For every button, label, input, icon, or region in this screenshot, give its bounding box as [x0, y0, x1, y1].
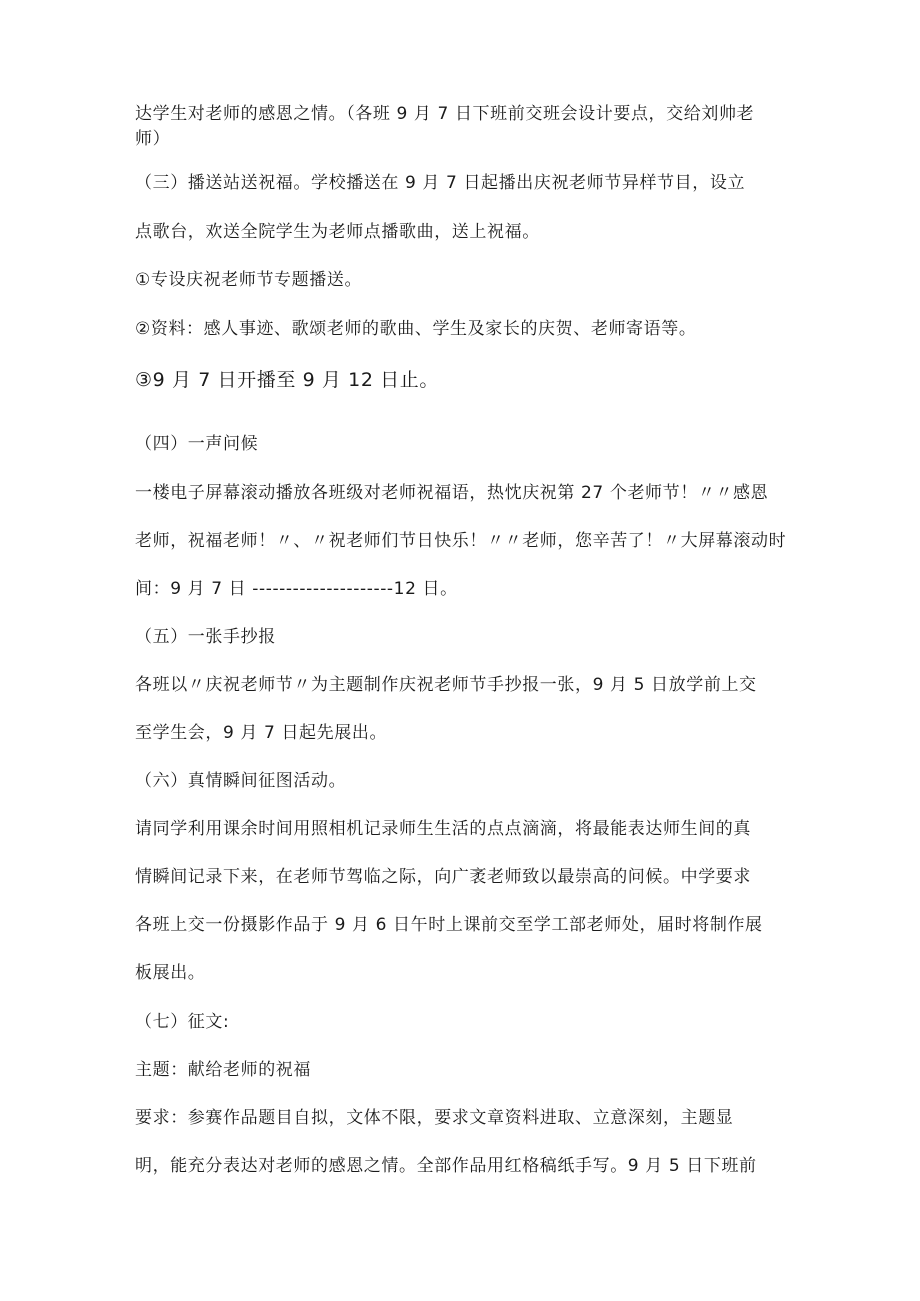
section-heading: （四）一声问候 [135, 434, 259, 454]
text-line: ②资料：感人事迹、歌颂老师的歌曲、学生及家长的庆贺、老师寄语等。 [135, 319, 697, 339]
section-heading: （五）一张手抄报 [135, 627, 276, 647]
text-line: 各班以〃庆祝老师节〃为主题制作庆祝老师节手抄报一张，9 月 5 日放学前上交 [135, 675, 757, 695]
text-line: 明，能充分表达对老师的感恩之情。全部作品用红格稿纸手写。9 月 5 日下班前 [135, 1156, 757, 1176]
text-line: 要求：参赛作品题目自拟，文体不限，要求文章资料进取、立意深刻，主题显 [135, 1108, 734, 1128]
text-line: 至学生会，9 月 7 日起先展出。 [135, 723, 388, 743]
text-line: 间：9 月 7 日 ---------------------12 日。 [135, 579, 458, 599]
text-line: 板展出。 [135, 963, 206, 983]
text-line: 一楼电子屏幕滚动播放各班级对老师祝福语，热忱庆祝第 27 个老师节！〃〃感恩 [135, 483, 769, 503]
text-line: 老师，祝福老师！〃、〃祝老师们节日快乐！〃〃老师，您辛苦了！〃大屏幕滚动时 [135, 531, 787, 551]
text-line: 请同学利用课余时间用照相机记录师生生活的点点滴滴，将最能表达师生间的真 [135, 819, 751, 839]
section-heading: （七）征文: [135, 1012, 230, 1032]
text-line: 各班上交一份摄影作品于 9 月 6 日午时上课前交至学工部老师处，届时将制作展 [135, 915, 763, 935]
section-heading: （六）真情瞬间征图活动。 [135, 771, 347, 791]
text-line: ③9 月 7 日开播至 9 月 12 日止。 [135, 369, 439, 391]
text-line: 点歌台，欢送全院学生为老师点播歌曲，送上祝福。 [135, 222, 540, 242]
text-line: 情瞬间记录下来，在老师节驾临之际，向广袤老师致以最崇高的问候。中学要求 [135, 867, 751, 887]
text-line: 主题：献给老师的祝福 [135, 1060, 311, 1080]
text-line: （三）播送站送祝福。学校播送在 9 月 7 日起播出庆祝老师节异样节目，设立 [135, 173, 746, 193]
text-line: 师） [135, 129, 171, 149]
text-line: 达学生对老师的感恩之情。（各班 9 月 7 日下班前交班会设计要点，交给刘帅老 [135, 104, 755, 124]
text-line: ①专设庆祝老师节专题播送。 [135, 270, 363, 290]
